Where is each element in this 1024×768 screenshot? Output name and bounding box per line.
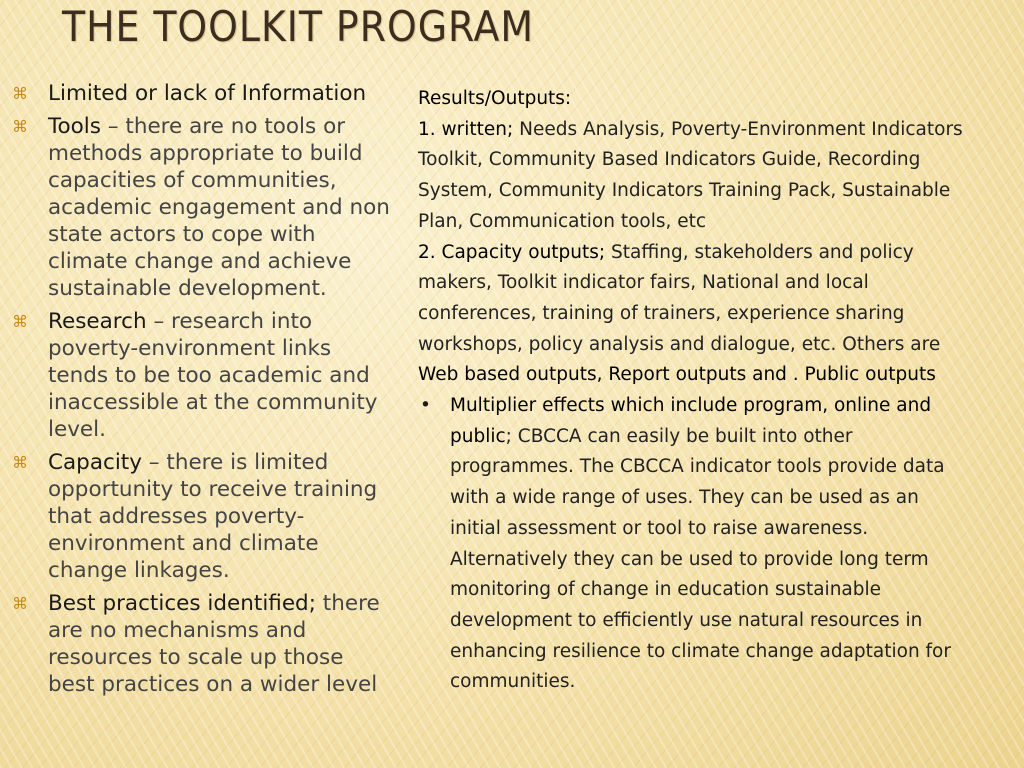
multiplier-text: ; CBCCA can easily be built into other programmes. The CBCCA indicator tools provide data with a wide range of uses. They can be used as an initial assessment or tool to raise awareness. Alternatively they can be used to provide long term monitoring of change in education sustainable development to efficiently use natural resources in enhancing resilience to climate change adaptation for communities. (450, 425, 951, 693)
capacity-tail: Web based outputs, Report outputs and . Public outputs (418, 364, 936, 386)
cross-bullet-icon: ⌘ (12, 594, 28, 613)
item-text: – research into poverty-environment links tends to be too academic and inaccessible at the community level. (48, 309, 378, 442)
cross-bullet-icon: ⌘ (12, 117, 28, 136)
capacity-label: 2. Capacity outputs; (418, 241, 606, 263)
list-item (8, 113, 393, 302)
challenges-list (8, 80, 393, 698)
multiplier-label: Multiplier effects which include program, online and public (450, 395, 932, 447)
item-text: – there is limited opportunity to receive training that addresses poverty-environment and climate change linkages. (48, 450, 378, 583)
left-column (8, 80, 393, 768)
list-item (8, 449, 393, 584)
item-text: – there are no tools or methods appropriate to build capacities of communities, academic engagement and non state actors to cope with climate change and achieve sustainable development. (48, 114, 390, 301)
list-item (8, 308, 393, 443)
bullet-dot-icon: • (420, 395, 431, 417)
slide-title: THE TOOLKIT PROGRAM (62, 2, 534, 51)
multiplier-bullet (418, 391, 974, 698)
written-outputs (418, 115, 974, 238)
item-heading: Capacity (48, 450, 142, 475)
item-heading: Tools (48, 114, 101, 139)
list-item (8, 80, 393, 107)
written-text: Needs Analysis, Poverty-Environment Indicators Toolkit, Community Based Indicators Guide, Recording System, Community Indicators Training Pack, Sustainable Plan, Communication tools, etc (418, 118, 963, 232)
capacity-outputs (418, 238, 974, 392)
item-text: there are no mechanisms and resources to scale up those best practices on a wider level (48, 591, 380, 697)
results-heading: Results/Outputs: (418, 88, 572, 109)
item-heading: Limited or lack of Information (48, 81, 367, 106)
item-heading: Best practices identified; (48, 591, 316, 616)
list-item (8, 590, 393, 698)
cross-bullet-icon: ⌘ (12, 453, 28, 472)
item-heading: Research (48, 309, 147, 334)
capacity-text: Staffing, stakeholders and policy makers, Toolkit indicator fairs, National and local conferences, training of trainers, experience sharing workshops, policy analysis and dialogue, etc. Others are (418, 241, 941, 355)
right-column (418, 84, 974, 768)
written-label: 1. written; (418, 118, 514, 140)
cross-bullet-icon: ⌘ (12, 84, 28, 103)
cross-bullet-icon: ⌘ (12, 312, 28, 331)
